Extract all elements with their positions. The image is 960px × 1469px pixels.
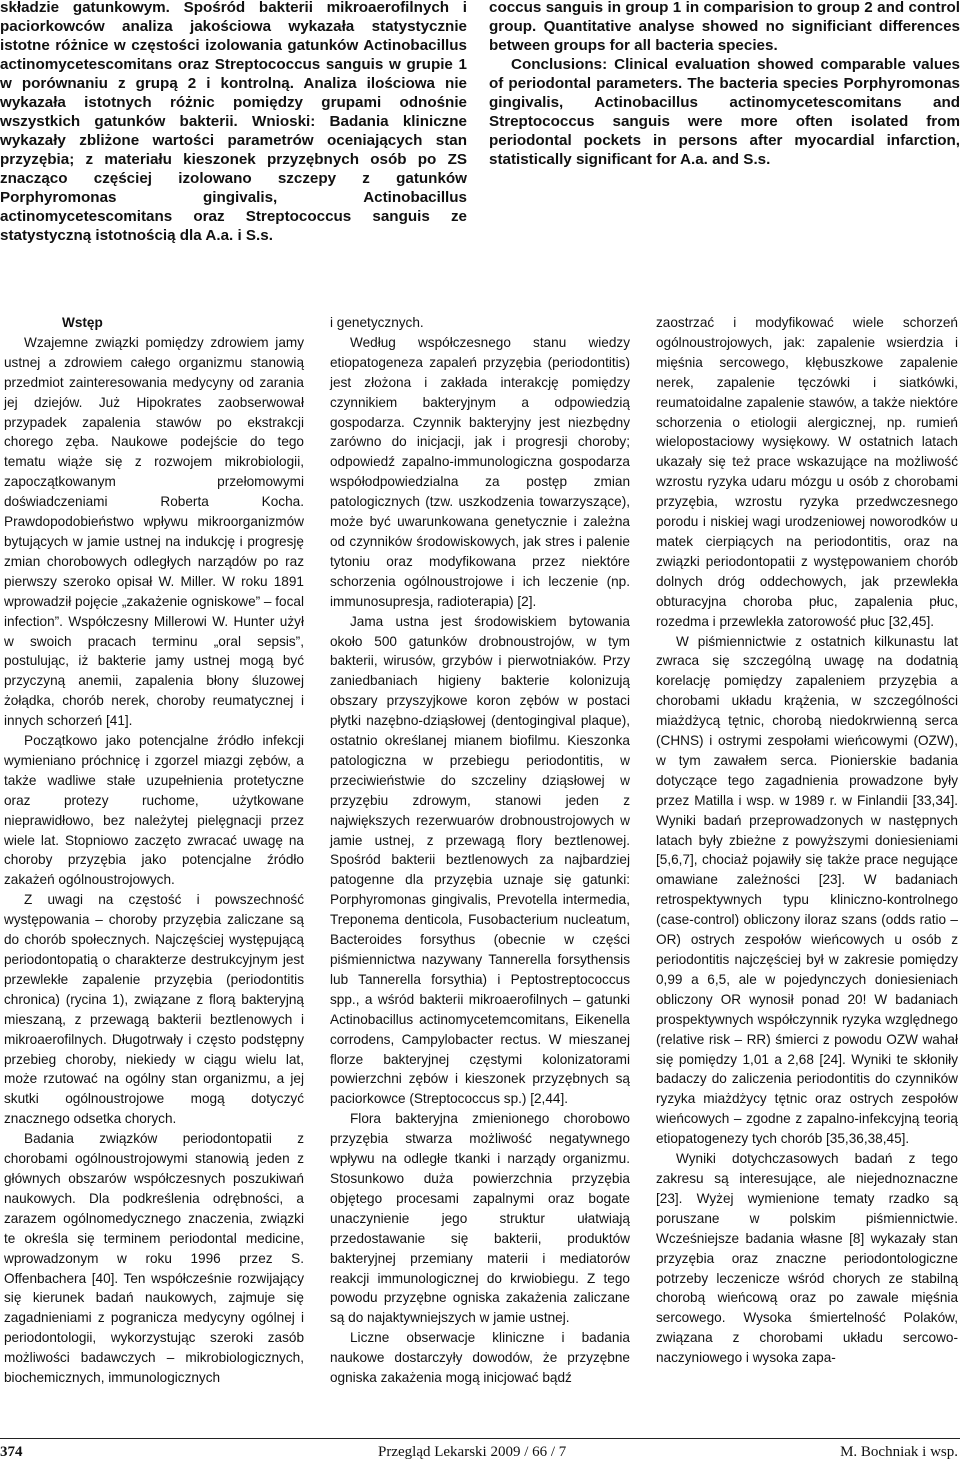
paragraph: Badania związków periodontopatii z chorobami ogólnoustrojowymi stanowią jeden z głównych obszarów współczesnych poszukiwań naukowych. Dla podkreślenia odrębności, a zarazem ogólnomedycznego znaczenia, związki te określa się terminem periodontal medicine, wprowadzonym w roku 1996 przez S. Offenbachera [40]. Ten współcześnie rozwijający się kierunek badań naukowych, zajmuje się zagadnieniami z pogranicza medycyny ogólnej i periodontologii, wykorzystując szeroki zasób możliwości badawczych – mikrobiologicznych, biochemicznych, immunologicznych (4, 1131, 304, 1386)
abstract-english-conclusions: Conclusions: Clinical evaluation showed comparable values of periodontal parameters. The bacteria species Porphyromonas gingivalis, Actinobacillus actinomycetescomitans and Streptococcus sanguis were more often isolated from periodontal pockets in persons after myocardial infarction, statistically significant for A.a. and S.s. (489, 56, 960, 168)
footer-rule (0, 1438, 960, 1439)
abstract-english (489, 0, 960, 169)
abstract-polish (0, 0, 467, 245)
body-column-3 (656, 313, 958, 1368)
abstract-english-results: coccus sanguis in group 1 in comparision to group 2 and control group. Quantitative analyse showed no significiant differences between groups for all bacteria species. (489, 0, 960, 54)
paragraph: Wzajemne związki pomiędzy zdrowiem jamy ustnej a zdrowiem całego organizmu stanowią przedmiot zainteresowania medycyny od zarania jej dziejów. Już Hipokrates zaobserwował przypadek zapalenia stawów po ekstrakcji chorego zęba. Naukowe podejście do tego tematu wiąże się z rozwojem mikrobiologii, zapoczątkowanym przełomowymi doświadczeniami Roberta Kocha. Prawdopodobieństwo wpływu mikroorganizmów bytujących w jamie ustnej na indukcję i progresję zmian chorobowych odległych narządów po raz pierwszy szeroko opisał W. Miller. W roku 1891 wprowadził pojęcie „zakażenie ogniskowe” – focal infection”. Współczesny Millerowi W. Hunter użył w swoich pracach terminu „oral sepsis”, postulując, iż bakterie jamy ustnej mogą być przyczyną anemii, zapalenia błony śluzowej żołądka, chorób nerek, choroby reumatycznej i innych schorzeń [41]. (4, 334, 304, 729)
section-heading-intro: Wstęp (62, 315, 103, 330)
paragraph: Liczne obserwacje kliniczne i badania naukowe dostarczyły dowodów, że przyzębne ogniska zakażenia mogą inicjować bądź (330, 1330, 630, 1386)
paragraph: Początkowo jako potencjalne źródło infekcji wymieniano próchnicę i zgorzel miazgi zębów, a także wadliwe stałe uzupełnienia protetyczne oraz protezy ruchome, użytkowane nieprawidłowo, bez należytej pielęgnacji przez wiele lat. Stopniowo zaczęto zwracać uwagę na choroby przyzębia jako potencjalne źródło zakażeń ogólnoustrojowych. (4, 733, 304, 888)
author-credit: M. Bochniak i wsp. (840, 1444, 958, 1460)
paragraph: Jama ustna jest środowiskiem bytowania około 500 gatunków drobnoustrojów, w tym bakterii, wirusów, grzybów i pierwotniaków. Przy zaniedbaniach higieny bakterie kolonizują obszary przyszyjkowe koron zębów w postaci płytki nazębno-dziąsłowej (dentogingival plaque), ostatnio określanej mianem biofilmu. Kieszonka patologiczna w przebiegu periodontitis, w przeciwieństwie do szczeliny dziąsłowej w przyzębiu zdrowym, stanowi jeden z największych rezerwuarów drobnoustrojowych w jamie ustnej, z przewagą flory beztlenowej. Spośród bakterii beztlenowych za najbardziej patogenne dla przyzębia uznaje się gatunki: Porphyromonas gingivalis, Prevotella intermedia, Treponema denticola, Fusobacterium nucleatum, Bacteroides forsythus (obecnie w części piśmiennictwa nazywany Tannerella forsythensis lub Tannerella forsythia) i Peptostreptococcus spp., a wśród bakterii mikroaerofilnych – gatunki Actinobacillus actinomycetemcomitans, Eikenella corrodens, Campylobacter rectus. W mieszanej florze bakteryjnej częstymi kolonizatorami powierzchni zębów i kieszonek przyzębnych są paciorkowce (Streptococcus sp.) [2,44]. (330, 613, 630, 1107)
body-column-2 (330, 313, 630, 1388)
abstract-polish-text: składzie gatunkowym. Spośród bakterii mikroaerofilnych i paciorkowców analiza jakościowa wykazała statystycznie istotne różnice w częstości izolowania gatunków Actinobacillus actinomycetescomitans oraz Streptococcus sanguis w grupie 1 w porównaniu z grupą 2 i kontrolną. Analiza ilościowa nie wykazała istotnych różnic pomiędzy grupami odnośnie wszystkich gatunków bakterii. Wnioski: Badania kliniczne wykazały zbliżone wartości parametrów oceniających stan przyzębia; z materiału kieszonek przyzębnych osób po ZS znacząco częściej izolowano szczepy z gatunków Porphyromonas gingivalis, Actinobacillus actinomycetescomitans oraz Streptococcus sanguis ze statystyczną istotnością dla A.a. i S.s. (0, 0, 467, 244)
paragraph: zaostrzać i modyfikować wiele schorzeń ogólnoustrojowych, jak: zapalenie wsierdzia i mięśnia sercowego, kłębuszkowe zapalenie nerek, zapalenie tęczówki i siatkówki, reumatoidalne zapalenie stawów, a także niektóre schorzenia o etiologii alergicznej, np. rumień wielopostaciowy wysiękowy. W ostatnich latach ukazały się też prace wskazujące na możliwość wzrostu ryzyka udaru mózgu u osób z chorobami przyzębia, wzrostu ryzyka przedwczesnego porodu i niskiej wagi urodzeniowej noworodków u matek cierpiących na periodontitis, oraz na związki periodontopatii z występowaniem chorób dolnych dróg oddechowych, jak przewlekła obturacyjna choroba płuc, zapalenia płuc, rozedma i przewlekła zatorowość płuc [32,45]. (656, 315, 958, 629)
paragraph: i genetycznych. (330, 315, 424, 330)
paragraph: Flora bakteryjna zmienionego chorobowo przyzębia stwarza możliwość negatywnego wpływu na odległe tkanki i narządy organizmu. Stosunkowo duża powierzchnia przyzębia objętego procesami zapalnymi oraz bogate unaczynienie jego struktur ułatwiają przedostawanie się bakterii, produktów bakteryjnej przemiany materii i mediatorów reakcji immunologicznej do krwiobiegu. Z tego powodu przyzębne ogniska zakażenia zaliczane są do najaktywniejszych w jamie ustnej. (330, 1111, 630, 1326)
paragraph: Z uwagi na częstość i powszechność występowania – choroby przyzębia zaliczane są do chorób społecznych. Najczęściej występującą periodontopatią o charakterze destrukcyjnym jest przewlekłe zapalenie przyzębia (periodontitis chronica) (rycina 1), związane z florą bakteryjną mieszaną, z przewagą bakterii beztlenowych i mikroaerofilnych. Długotrwały i często podstępny przebieg choroby, niekiedy w ciągu wielu lat, może rzutować na ogólny stan organizmu, a jej skutki ogólnoustrojowe mogą dotyczyć znacznego odsetka chorych. (4, 892, 304, 1127)
body-column-1 (4, 313, 304, 1388)
paragraph: W piśmiennictwie z ostatnich kilkunastu lat zwraca się szczególną uwagę na dodatnią korelację pomiędzy zapaleniem przyzębia a chorobami układu krążenia, w szczególności miażdżycą tętnic, chorobą niedokrwienną serca (CHNS) i ostrymi zespołami wieńcowymi (OZW), w tym zawałem serca. Pionierskie badania dotyczące tego zagadnienia prowadzone były przez Matilla i wsp. w 1989 r. w Finlandii [33,34]. Wyniki badań przeprowadzonych w następnych latach były zbieżne z powyższymi doniesieniami [5,6,7], chociaż pojawiły się także prace negujące omawiane zależności [23]. W badaniach retrospektywnych typu kliniczno-kontrolnego (case-control) obliczony iloraz szans (odds ratio – OR) ostrych zespołów wieńcowych u osób z periodontitis najczęściej był w zakresie pomiędzy 0,99 a 6,5, ale w pojedynczych doniesieniach obliczony OR wynosił ponad 20! W badaniach prospektywnych współczynnik ryzyka względnego (relative risk – RR) śmierci z powodu OZW wahał się pomiędzy 1,01 a 2,68 [24]. Wyniki te skłoniły badaczy do zaliczenia periodontitis do czynników ryzyka miażdżycy tętnic oraz ostrych zespołów wieńcowych – zgodne z zapalno-infekcyjną teorią etiopatogenezy tych chorób [35,36,38,45]. (656, 633, 958, 1147)
paragraph: Wyniki dotychczasowych badań z tego zakresu są interesujące, ale niejednoznaczne [23]. Wyżej wymienione tematy rzadko są poruszane w polskim piśmiennictwie. Wcześniejsze badania własne [8] wykazały stan przyzębia oraz znaczne periodontologiczne potrzeby leczenicze wśród chorych ze stabilną chorobą wieńcową oraz po zawale mięśnia sercowego. Wysoka śmiertelność Polaków, związana z chorobami układu sercowo-naczyniowego i wysoka zapa- (656, 1151, 958, 1366)
paragraph: Według współczesnego stanu wiedzy etiopatogeneza zapaleń przyzębia (periodontitis) jest złożona i zakłada interakcję pomiędzy czynnikiem bakteryjnym a odpowiedzią gospodarza. Czynnik bakteryjny jest niezbędny zarówno do inicjacji, jak i progresji choroby; odpowiedź zapalno-immunologiczna gospodarza współodpowiedzialna za postęp zmian patologicznych (tzw. uszkodzenia towarzyszące), może być uwarunkowana genetycznie i zależna od czynników środowiskowych, jak stres i palenie tytoniu oraz modyfikowana przez niektóre schorzenia ogólnoustrojowe i ich leczenie (np. immunosupresja, radioterapia) [2]. (330, 334, 630, 609)
page-number: 374 (0, 1444, 23, 1460)
journal-citation: Przegląd Lekarski 2009 / 66 / 7 (378, 1444, 567, 1460)
